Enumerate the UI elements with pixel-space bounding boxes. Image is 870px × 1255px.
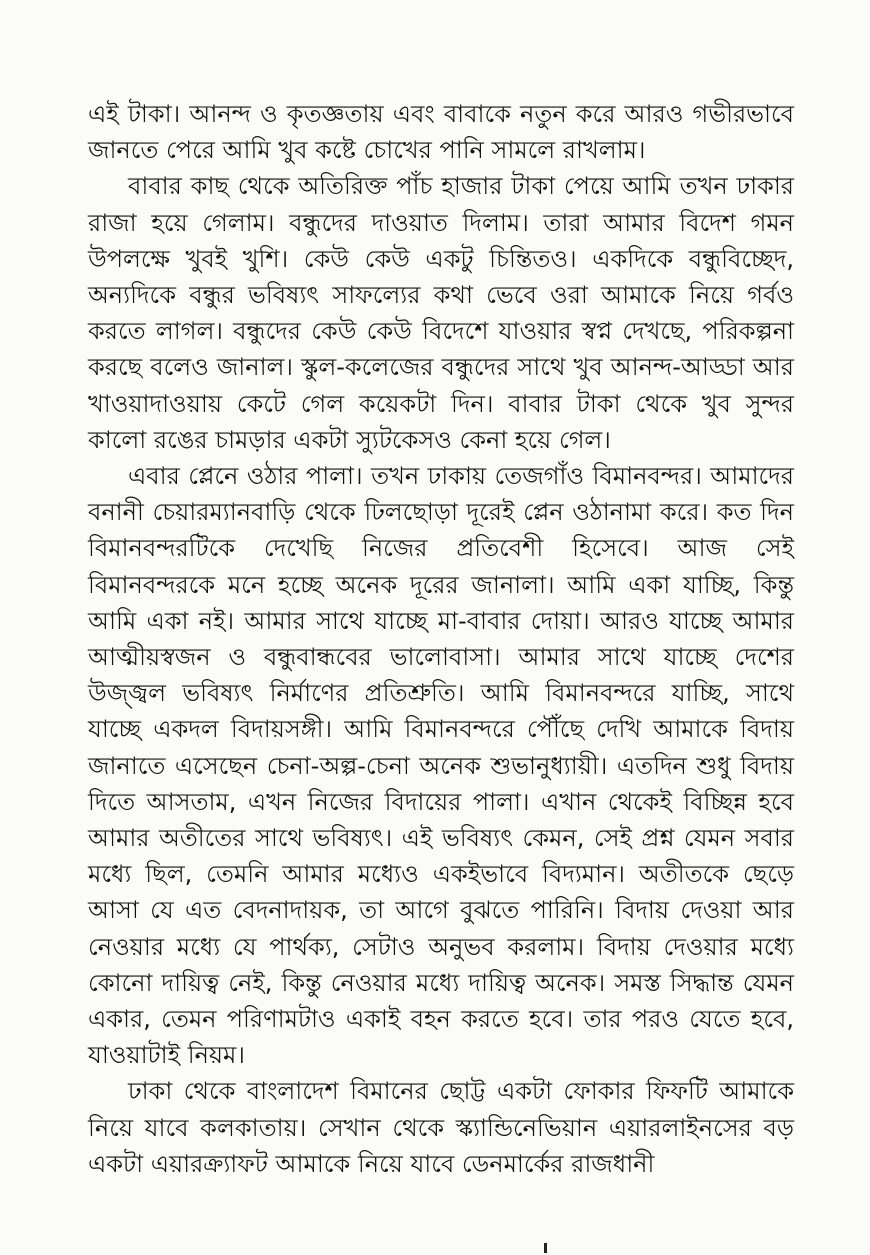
- paragraph-1: এই টাকা। আনন্দ ও কৃতজ্ঞতায় এবং বাবাকে নতুন করে আরও গভীরভাবে জানতে পেরে আমি খুব কষ্টে চোখের পানি সামলে রাখলাম।: [88, 100, 794, 165]
- paragraph-3: এবার প্লেনে ওঠার পালা। তখন ঢাকায় তেজগাঁও বিমানবন্দর। আমাদের বনানী চেয়ারম্যানবাড়ি থেকে ঢিলছোড়া দূরেই প্লেন ওঠানামা করে। কত দিন বিমানবন্দরটিকে দেখেছি নিজের প্রতিবেশী হিসেবে। আজ সেই বিমানবন্দরকে মনে হচ্ছে অনেক দূরের জানালা। আমি একা যাচ্ছি, কিন্তু আমি একা নই। আমার সাথে যাচ্ছে মা-বাবার দোয়া। আরও যাচ্ছে আমার আত্মীয়স্বজন ও বন্ধুবান্ধবের ভালোবাসা। আমার সাথে যাচ্ছে দেশের উজ্জ্বল ভবিষ্যৎ নির্মাণের প্রতিশ্রুতি। আমি বিমানবন্দরে যাচ্ছি, সাথে যাচ্ছে একদল বিদায়সঙ্গী। আমি বিমানবন্দরে পৌঁছে দেখি আমাকে বিদায় জানাতে এসেছেন চেনা-অল্প-চেনা অনেক শুভানুধ্যায়ী। এতদিন শুধু বিদায় দিতে আসতাম, এখন নিজের বিদায়ের পালা। এখান থেকেই বিচ্ছিন্ন হবে আমার অতীতের সাথে ভবিষ্যৎ। এই ভবিষ্যৎ কেমন, সেই প্রশ্ন যেমন সবার মধ্যে ছিল, তেমনি আমার মধ্যেও একইভাবে বিদ্যমান। অতীতকে ছেড়ে আসা যে এত বেদনাদায়ক, তা আগে বুঝতে পারিনি। বিদায় দেওয়া আর নেওয়ার মধ্যে যে পার্থক্য, সেটাও অনুভব করলাম। বিদায় দেওয়ার মধ্যে কোনো দায়িত্ব নেই, কিন্তু নেওয়ার মধ্যে দায়িত্ব অনেক। সমস্ত সিদ্ধান্ত যেমন একার, তেমন পরিণামটাও একাই বহন করতে হবে। তার পরও যেতে হবে, যাওয়াটাই নিয়ম।: [88, 462, 794, 1070]
- paragraph-2: বাবার কাছ থেকে অতিরিক্ত পাঁচ হাজার টাকা পেয়ে আমি তখন ঢাকার রাজা হয়ে গেলাম। বন্ধুদের দাওয়াত দিলাম। তারা আমার বিদেশ গমন উপলক্ষে খুবই খুশি। কেউ কেউ একটু চিন্তিতও। একদিকে বন্ধুবিচ্ছেদ, অন্যদিকে বন্ধুর ভবিষ্যৎ সাফল্যের কথা ভেবে ওরা আমাকে নিয়ে গর্বও করতে লাগল। বন্ধুদের কেউ কেউ বিদেশে যাওয়ার স্বপ্ন দেখছে, পরিকল্পনা করছে বলেও জানাল। স্কুল-কলেজের বন্ধুদের সাথে খুব আনন্দ-আড্ডা আর খাওয়াদাওয়ায় কেটে গেল কয়েকটা দিন। বাবার টাকা থেকে খুব সুন্দর কালো রঙের চামড়ার একটা স্যুটকেসও কেনা হয়ে গেল।: [88, 172, 794, 454]
- page-edge-mark: [544, 1243, 547, 1253]
- page-body-text: [88, 96, 794, 1182]
- paragraph-4: ঢাকা থেকে বাংলাদেশ বিমানের ছোট্ট একটা ফোকার ফিফটি আমাকে নিয়ে যাবে কলকাতায়। সেখান থেকে স্ক্যান্ডিনেভিয়ান এয়ারলাইনসের বড় একটা এয়ারক্র্যাফট আমাকে নিয়ে যাবে ডেনমার্কের রাজধানী: [88, 1077, 794, 1178]
